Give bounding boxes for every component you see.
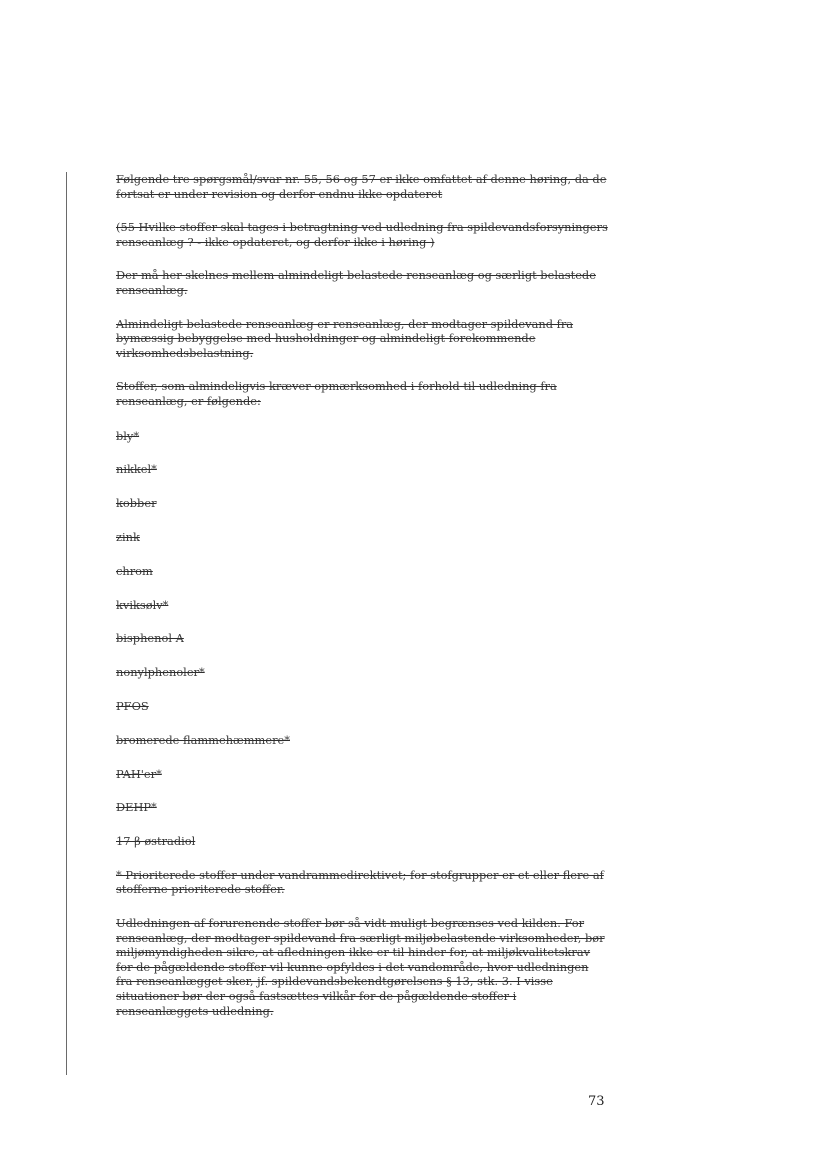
source-limitation-paragraph: Udledningen af forurenende stoffer bør så vidt muligt begrænses ved kilden. For renseanlæg, der modtager spildevand fra særligt miljøbelastende virksomheder, bør miljømyndigheden sikre, at afledningen ikke er til hinder for, at miljøkvalitetskrav for de pågældende stoffer vil kunne opfyldes i det vandområde, hvor udledningen fra renseanlægget sker, jf. spildevandsbekendtgørelsens § 13, stk. 3. I visse situationer bør der også fastsættes vilkår for de pågældende stoffer i renseanlæggets udledning.	[116, 916, 605, 1018]
list-item: nonylphenoler*	[116, 665, 205, 680]
list-item: bly*	[116, 428, 140, 443]
substance-list	[116, 429, 608, 868]
list-item: nikkel*	[116, 462, 157, 477]
substances-intro: Stoffer, som almindeligvis kræver opmærksomhed i forhold til udledning fra renseanlæg, er følgende:	[116, 379, 557, 408]
list-item: DEHP*	[116, 800, 157, 815]
definition-paragraph: Almindeligt belastede renseanlæg er renseanlæg, der modtager spildevand fra bymæssig bebyggelse med husholdninger og almindeligt forekommende virksomhedsbelastning.	[116, 316, 574, 360]
list-item: kviksølv*	[116, 597, 169, 612]
list-item: zink	[116, 529, 140, 544]
list-item: kobber	[116, 496, 157, 511]
list-item: bromerede flammehæmmere*	[116, 732, 290, 747]
intro-note: Følgende tre spørgsmål/svar nr. 55, 56 og 57 er ikke omfattet af denne høring, da de fortsat er under revision og derfor endnu ikke opdateret	[116, 172, 607, 201]
list-item: bisphenol A	[116, 631, 184, 646]
list-item: 17 β østradiol	[116, 834, 196, 849]
change-bar	[66, 172, 67, 1075]
footnote-priority: * Prioriterede stoffer under vandrammedirektivet; for stofgrupper er et eller flere af stofferne prioriterede stoffer.	[116, 867, 604, 897]
distinction-paragraph: Der må her skelnes mellem almindeligt belastede renseanlæg og særligt belastede renseanlæg.	[116, 268, 596, 297]
list-item: PAH'er*	[116, 766, 162, 781]
page-number: 73	[588, 1094, 605, 1109]
list-item: chrom	[116, 563, 153, 578]
list-item: PFOS	[116, 698, 149, 713]
question-55: (55 Hvilke stoffer skal tages i betragtning ved udledning fra spildevandsforsyningers renseanlæg ? - ikke opdateret, og derfor ikke i høring )	[116, 220, 608, 249]
struck-through-content	[116, 172, 608, 1037]
